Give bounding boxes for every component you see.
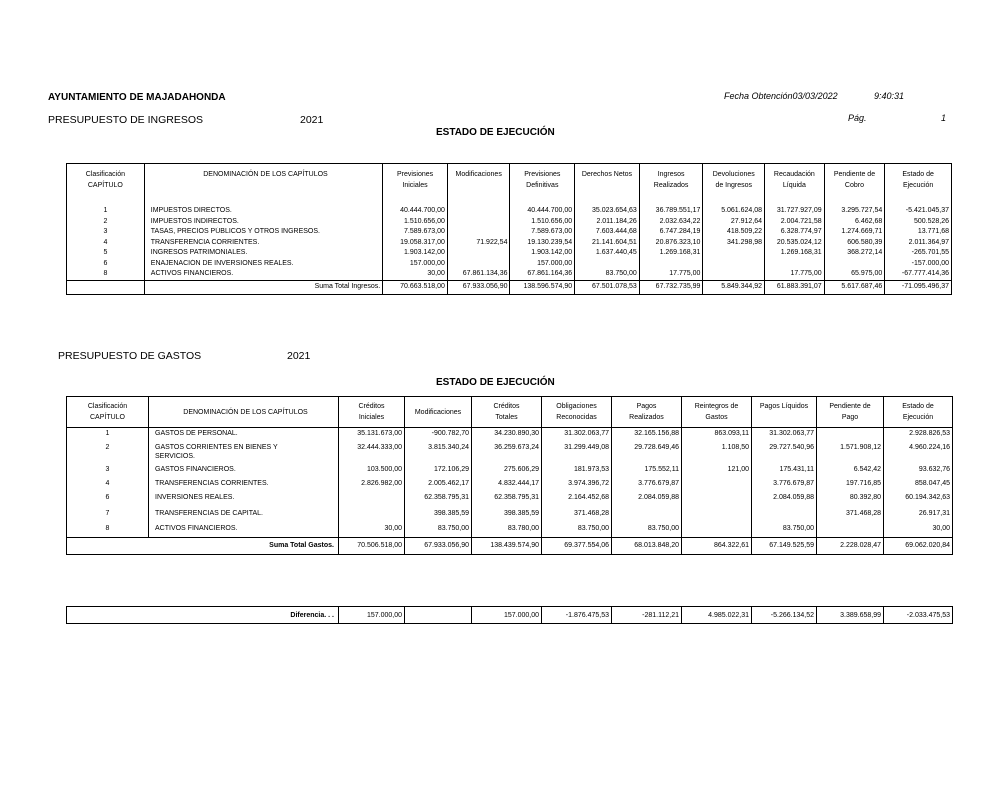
cell-value: 31.302.063,77 bbox=[542, 428, 612, 441]
cell-capitulo: 8 bbox=[67, 522, 149, 538]
cell-value bbox=[682, 477, 752, 491]
cell-value: 5.061.624,08 bbox=[703, 206, 765, 217]
total-value: 67.933.056,90 bbox=[405, 538, 472, 555]
diferencia-table bbox=[66, 606, 953, 624]
fecha-obtencion: Fecha Obtención03/03/2022 bbox=[724, 91, 838, 101]
cell-value bbox=[447, 217, 510, 228]
cell-value: 71.922,54 bbox=[447, 238, 510, 249]
cell-value: 7.603.444,68 bbox=[575, 227, 640, 238]
cell-value: 83.750,00 bbox=[575, 269, 640, 280]
cell-value: 3.776.679,87 bbox=[752, 477, 817, 491]
cell-value: 83.750,00 bbox=[542, 522, 612, 538]
cell-value: -900.782,70 bbox=[405, 428, 472, 441]
total-value: 67.933.056,90 bbox=[447, 280, 510, 294]
diferencia-value: -5.266.134,52 bbox=[752, 607, 817, 624]
cell-value bbox=[703, 269, 765, 280]
col-devoluciones: Devoluciones de Ingresos bbox=[703, 164, 765, 196]
cell-value: 27.912,64 bbox=[703, 217, 765, 228]
cell-value: 67.861.164,36 bbox=[510, 269, 575, 280]
cell-value: 4.832.444,17 bbox=[472, 477, 542, 491]
total-value: 67.501.078,53 bbox=[575, 280, 640, 294]
gastos-title: PRESUPUESTO DE GASTOS bbox=[58, 350, 202, 362]
cell-value: 2.928.826,53 bbox=[884, 428, 953, 441]
organization-name: AYUNTAMIENTO DE MAJADAHONDA bbox=[48, 92, 226, 103]
total-value: 68.013.848,20 bbox=[612, 538, 682, 555]
cell-denominacion: TRANSFERENCIAS DE CAPITAL. bbox=[149, 506, 339, 522]
cell-value: 2.004.721,58 bbox=[765, 217, 825, 228]
cell-value bbox=[703, 248, 765, 259]
cell-value: 60.194.342,63 bbox=[884, 491, 953, 506]
cell-value bbox=[339, 491, 405, 506]
cell-value: 1.637.440,45 bbox=[575, 248, 640, 259]
cell-value: 2.032.634,22 bbox=[639, 217, 703, 228]
total-label: Suma Total Ingresos. bbox=[144, 280, 382, 294]
table-row bbox=[67, 238, 952, 249]
cell-value: 1.269.168,31 bbox=[765, 248, 825, 259]
diferencia-value: 157.000,00 bbox=[472, 607, 542, 624]
gastos-total-row bbox=[67, 538, 953, 555]
cell-value: 17.775,00 bbox=[639, 269, 703, 280]
cell-value: -265.701,55 bbox=[885, 248, 952, 259]
cell-denominacion: ACTIVOS FINANCIEROS. bbox=[149, 522, 339, 538]
cell-value: 2.011.184,26 bbox=[575, 217, 640, 228]
col-reintegros: Reintegros de Gastos bbox=[682, 397, 752, 428]
cell-value bbox=[765, 259, 825, 270]
cell-capitulo: 2 bbox=[67, 441, 149, 463]
cell-value: 2.084.059,88 bbox=[612, 491, 682, 506]
col-clasificacion: Clasificación CAPÍTULO bbox=[67, 397, 149, 428]
cell-value bbox=[447, 206, 510, 217]
col-ingresos-realizados: Ingresos Realizados bbox=[639, 164, 703, 196]
cell-capitulo: 4 bbox=[67, 238, 145, 249]
page-label: Pág. bbox=[848, 113, 867, 123]
gastos-header-row bbox=[67, 397, 953, 428]
total-value: 67.149.525,59 bbox=[752, 538, 817, 555]
table-row bbox=[67, 217, 952, 228]
cell-denominacion: INVERSIONES REALES. bbox=[149, 491, 339, 506]
total-value: 69.377.554,06 bbox=[542, 538, 612, 555]
cell-value: 83.750,00 bbox=[405, 522, 472, 538]
ingresos-year: 2021 bbox=[300, 114, 324, 126]
cell-value: 30,00 bbox=[884, 522, 953, 538]
cell-value: 6.328.774,97 bbox=[765, 227, 825, 238]
cell-value: 1.510.656,00 bbox=[510, 217, 575, 228]
cell-value bbox=[752, 506, 817, 522]
ingresos-total-row bbox=[67, 280, 952, 294]
cell-value: 83.750,00 bbox=[612, 522, 682, 538]
total-value: 61.883.391,07 bbox=[765, 280, 825, 294]
cell-denominacion: INGRESOS PATRIMONIALES. bbox=[144, 248, 382, 259]
table-row bbox=[67, 428, 953, 441]
cell-value: 1.510.656,00 bbox=[383, 217, 448, 228]
cell-value: 157.000,00 bbox=[383, 259, 448, 270]
cell-value: 275.606,29 bbox=[472, 463, 542, 477]
cell-denominacion: ACTIVOS FINANCIEROS. bbox=[144, 269, 382, 280]
cell-value: 17.775,00 bbox=[765, 269, 825, 280]
diferencia-value: 157.000,00 bbox=[339, 607, 405, 624]
diferencia-value bbox=[405, 607, 472, 624]
cell-value: 4.960.224,16 bbox=[884, 441, 953, 463]
cell-value bbox=[575, 259, 640, 270]
gastos-year: 2021 bbox=[287, 350, 311, 362]
diferencia-value: -1.876.475,53 bbox=[542, 607, 612, 624]
cell-value bbox=[817, 428, 884, 441]
cell-value: 21.141.604,51 bbox=[575, 238, 640, 249]
diferencia-value: 4.985.022,31 bbox=[682, 607, 752, 624]
cell-denominacion: GASTOS FINANCIEROS. bbox=[149, 463, 339, 477]
cell-value: 3.776.679,87 bbox=[612, 477, 682, 491]
cell-value: 1.274.669,71 bbox=[824, 227, 885, 238]
total-value: 5.849.344,92 bbox=[703, 280, 765, 294]
cell-value: 2.164.452,68 bbox=[542, 491, 612, 506]
cell-value: 29.728.649,46 bbox=[612, 441, 682, 463]
cell-value: 121,00 bbox=[682, 463, 752, 477]
cell-value: 368.272,14 bbox=[824, 248, 885, 259]
cell-value: 36.789.551,17 bbox=[639, 206, 703, 217]
table-row bbox=[67, 491, 953, 506]
cell-value: 172.106,29 bbox=[405, 463, 472, 477]
cell-value: 32.165.156,88 bbox=[612, 428, 682, 441]
cell-capitulo: 5 bbox=[67, 248, 145, 259]
cell-value: 35.131.673,00 bbox=[339, 428, 405, 441]
total-value: 138.596.574,90 bbox=[510, 280, 575, 294]
total-value: 864.322,61 bbox=[682, 538, 752, 555]
cell-value: 30,00 bbox=[339, 522, 405, 538]
table-row bbox=[67, 506, 953, 522]
cell-value bbox=[682, 522, 752, 538]
col-previsiones-iniciales: Previsiones Iniciales bbox=[383, 164, 448, 196]
cell-value: 31.302.063,77 bbox=[752, 428, 817, 441]
col-creditos-totales: Créditos Totales bbox=[472, 397, 542, 428]
col-pendiente-pago: Pendiente de Pago bbox=[817, 397, 884, 428]
cell-capitulo: 4 bbox=[67, 477, 149, 491]
cell-value: 7.589.673,00 bbox=[510, 227, 575, 238]
cell-denominacion: ENAJENACIÓN DE INVERSIONES REALES. bbox=[144, 259, 382, 270]
col-creditos-iniciales: Créditos Iniciales bbox=[339, 397, 405, 428]
col-obligaciones-reconocidas: Obligaciones Reconocidas bbox=[542, 397, 612, 428]
total-label: Suma Total Gastos. bbox=[149, 538, 339, 555]
cell-value: 67.861.134,36 bbox=[447, 269, 510, 280]
gastos-subtitle: ESTADO DE EJECUCIÓN bbox=[436, 377, 555, 388]
cell-value: 863.093,11 bbox=[682, 428, 752, 441]
cell-value: 32.444.333,00 bbox=[339, 441, 405, 463]
cell-value: 103.500,00 bbox=[339, 463, 405, 477]
hora-obtencion: 9:40:31 bbox=[874, 91, 905, 101]
cell-value: 6.747.284,19 bbox=[639, 227, 703, 238]
table-row bbox=[67, 269, 952, 280]
cell-value bbox=[639, 259, 703, 270]
gastos-table bbox=[66, 396, 953, 555]
col-estado-ejecucion: Estado de Ejecución bbox=[885, 164, 952, 196]
cell-denominacion: GASTOS CORRIENTES EN BIENES Y SERVICIOS. bbox=[149, 441, 339, 463]
cell-value: 20.876.323,10 bbox=[639, 238, 703, 249]
diferencia-value: 3.389.658,99 bbox=[817, 607, 884, 624]
cell-value bbox=[824, 259, 885, 270]
cell-value: 1.903.142,00 bbox=[510, 248, 575, 259]
table-row bbox=[67, 259, 952, 270]
table-row bbox=[67, 227, 952, 238]
total-value: 70.663.518,00 bbox=[383, 280, 448, 294]
cell-value: 7.589.673,00 bbox=[383, 227, 448, 238]
cell-value bbox=[817, 522, 884, 538]
cell-denominacion: GASTOS DE PERSONAL. bbox=[149, 428, 339, 441]
cell-value: -5.421.045,37 bbox=[885, 206, 952, 217]
cell-value: 35.023.654,63 bbox=[575, 206, 640, 217]
cell-value bbox=[703, 259, 765, 270]
col-modificaciones: Modificaciones bbox=[447, 164, 510, 196]
cell-value: 29.727.540,96 bbox=[752, 441, 817, 463]
cell-value: 62.358.795,31 bbox=[405, 491, 472, 506]
cell-denominacion: IMPUESTOS INDIRECTOS. bbox=[144, 217, 382, 228]
total-value: 67.732.735,99 bbox=[639, 280, 703, 294]
cell-value: 19.130.239,54 bbox=[510, 238, 575, 249]
cell-capitulo: 3 bbox=[67, 227, 145, 238]
cell-value: -157.000,00 bbox=[885, 259, 952, 270]
cell-value: 2.826.982,00 bbox=[339, 477, 405, 491]
col-modificaciones: Modificaciones bbox=[405, 397, 472, 428]
cell-value: 36.259.673,24 bbox=[472, 441, 542, 463]
cell-value: 19.058.317,00 bbox=[383, 238, 448, 249]
cell-value: 197.716,85 bbox=[817, 477, 884, 491]
total-value: 5.617.687,46 bbox=[824, 280, 885, 294]
cell-value: 3.974.396,72 bbox=[542, 477, 612, 491]
diferencia-row bbox=[67, 607, 953, 624]
table-row bbox=[67, 248, 952, 259]
cell-denominacion: TRANSFERENCIAS CORRIENTES. bbox=[149, 477, 339, 491]
cell-capitulo: 2 bbox=[67, 217, 145, 228]
cell-value: 31.727.927,09 bbox=[765, 206, 825, 217]
diferencia-label: Diferencia. . . bbox=[67, 607, 339, 624]
cell-value: 1.571.908,12 bbox=[817, 441, 884, 463]
cell-value: 6.462,68 bbox=[824, 217, 885, 228]
cell-capitulo: 3 bbox=[67, 463, 149, 477]
col-pendiente-cobro: Pendiente de Cobro bbox=[824, 164, 885, 196]
cell-value bbox=[447, 227, 510, 238]
cell-value: 3.815.340,24 bbox=[405, 441, 472, 463]
cell-value: 6.542,42 bbox=[817, 463, 884, 477]
cell-value: 2.011.364,97 bbox=[885, 238, 952, 249]
ingresos-subtitle: ESTADO DE EJECUCIÓN bbox=[436, 127, 555, 138]
cell-value: 1.903.142,00 bbox=[383, 248, 448, 259]
cell-value bbox=[682, 506, 752, 522]
cell-value: 65.975,00 bbox=[824, 269, 885, 280]
cell-value: 341.298,98 bbox=[703, 238, 765, 249]
cell-denominacion: TRANSFERENCIA CORRIENTES. bbox=[144, 238, 382, 249]
cell-value: 40.444.700,00 bbox=[383, 206, 448, 217]
cell-capitulo: 7 bbox=[67, 506, 149, 522]
cell-value: 1.108,50 bbox=[682, 441, 752, 463]
cell-capitulo: 8 bbox=[67, 269, 145, 280]
total-value: 70.506.518,00 bbox=[339, 538, 405, 555]
col-denominacion: DENOMINACIÓN DE LOS CAPÍTULOS bbox=[144, 164, 382, 196]
cell-capitulo: 6 bbox=[67, 259, 145, 270]
cell-value: 34.230.890,30 bbox=[472, 428, 542, 441]
ingresos-header-row bbox=[67, 164, 952, 196]
cell-value: 418.509,22 bbox=[703, 227, 765, 238]
table-row bbox=[67, 522, 953, 538]
cell-value: 606.580,39 bbox=[824, 238, 885, 249]
total-value: -71.095.496,37 bbox=[885, 280, 952, 294]
cell-value: 26.917,31 bbox=[884, 506, 953, 522]
cell-value: 83.780,00 bbox=[472, 522, 542, 538]
cell-value bbox=[612, 506, 682, 522]
cell-value: 1.269.168,31 bbox=[639, 248, 703, 259]
col-pagos-realizados: Pagos Realizados bbox=[612, 397, 682, 428]
cell-value: 13.771,68 bbox=[885, 227, 952, 238]
cell-value: 175.552,11 bbox=[612, 463, 682, 477]
page-number: 1 bbox=[941, 113, 947, 123]
cell-value: 371.468,28 bbox=[542, 506, 612, 522]
cell-capitulo: 1 bbox=[67, 206, 145, 217]
cell-denominacion: TASAS, PRECIOS PÚBLICOS Y OTROS INGRESOS. bbox=[144, 227, 382, 238]
cell-value: 2.005.462,17 bbox=[405, 477, 472, 491]
cell-capitulo: 6 bbox=[67, 491, 149, 506]
cell-value: 62.358.795,31 bbox=[472, 491, 542, 506]
col-previsiones-definitivas: Previsiones Definitivas bbox=[510, 164, 575, 196]
table-row bbox=[67, 206, 952, 217]
cell-value: 500.528,26 bbox=[885, 217, 952, 228]
cell-value: 31.299.449,08 bbox=[542, 441, 612, 463]
cell-value: 181.973,53 bbox=[542, 463, 612, 477]
cell-value: 398.385,59 bbox=[405, 506, 472, 522]
table-row bbox=[67, 477, 953, 491]
cell-value: 398.385,59 bbox=[472, 506, 542, 522]
cell-value: 20.535.024,12 bbox=[765, 238, 825, 249]
cell-value bbox=[682, 491, 752, 506]
cell-value: 2.084.059,88 bbox=[752, 491, 817, 506]
cell-value bbox=[447, 259, 510, 270]
total-value: 2.228.028,47 bbox=[817, 538, 884, 555]
cell-value: -67.777.414,36 bbox=[885, 269, 952, 280]
cell-value: 157.000,00 bbox=[510, 259, 575, 270]
cell-value bbox=[447, 248, 510, 259]
cell-capitulo: 1 bbox=[67, 428, 149, 441]
col-clasificacion: Clasificación CAPÍTULO bbox=[67, 164, 145, 196]
col-derechos-netos: Derechos Netos bbox=[575, 164, 640, 196]
table-row bbox=[67, 463, 953, 477]
total-value: 69.062.020,84 bbox=[884, 538, 953, 555]
cell-value: 858.047,45 bbox=[884, 477, 953, 491]
cell-value: 93.632,76 bbox=[884, 463, 953, 477]
diferencia-value: -281.112,21 bbox=[612, 607, 682, 624]
cell-value: 175.431,11 bbox=[752, 463, 817, 477]
table-row bbox=[67, 441, 953, 463]
diferencia-value: -2.033.475,53 bbox=[884, 607, 953, 624]
cell-value: 371.468,28 bbox=[817, 506, 884, 522]
col-recaudacion-liquida: Recaudación Líquida bbox=[765, 164, 825, 196]
cell-value: 83.750,00 bbox=[752, 522, 817, 538]
ingresos-title: PRESUPUESTO DE INGRESOS bbox=[48, 114, 204, 126]
col-denominacion: DENOMINACIÓN DE LOS CAPÍTULOS bbox=[149, 397, 339, 428]
cell-denominacion: IMPUESTOS DIRECTOS. bbox=[144, 206, 382, 217]
cell-value: 40.444.700,00 bbox=[510, 206, 575, 217]
col-estado-ejecucion: Estado de Ejecución bbox=[884, 397, 953, 428]
ingresos-table bbox=[66, 163, 952, 295]
cell-value: 80.392,80 bbox=[817, 491, 884, 506]
total-value: 138.439.574,90 bbox=[472, 538, 542, 555]
cell-value bbox=[339, 506, 405, 522]
cell-value: 3.295.727,54 bbox=[824, 206, 885, 217]
col-pagos-liquidos: Pagos Líquidos bbox=[752, 397, 817, 428]
cell-value: 30,00 bbox=[383, 269, 448, 280]
